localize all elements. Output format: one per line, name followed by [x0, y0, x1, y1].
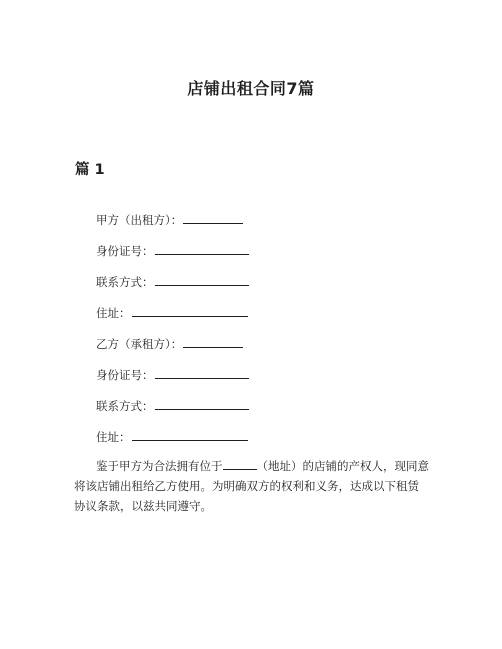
document-title: 店铺出租合同7篇	[187, 79, 315, 98]
field-label: 住址：	[96, 430, 131, 444]
section-heading: 篇 1	[75, 162, 105, 178]
paragraph-line-3: 协议条款，以兹共同遵守。	[74, 499, 212, 513]
field-blank	[155, 367, 249, 379]
party-a-name-field	[96, 212, 243, 228]
paragraph-text: 鉴于甲方为合法拥有位于	[96, 459, 223, 473]
preamble-paragraph	[74, 456, 430, 516]
field-label: 甲方（出租方）：	[96, 213, 183, 227]
party-b-id-field	[96, 367, 249, 383]
paragraph-line-2: 将该店铺出租给乙方使用。为明确双方的权利和义务，达成以下租赁	[74, 479, 419, 493]
field-label: 联系方式：	[96, 399, 154, 413]
field-blank	[183, 336, 243, 348]
paragraph-text: （地址）的店铺的产权人，现同意	[256, 459, 429, 473]
field-blank	[155, 274, 249, 286]
field-label: 乙方（承租方）：	[96, 337, 183, 351]
field-label: 身份证号：	[96, 368, 154, 382]
party-a-contact-field	[96, 274, 249, 290]
field-blank	[183, 212, 243, 224]
field-blank	[155, 398, 249, 410]
party-b-contact-field	[96, 398, 249, 414]
party-a-id-field	[96, 243, 249, 259]
address-blank	[223, 458, 257, 470]
field-label: 联系方式：	[96, 275, 154, 289]
paragraph-line-1	[74, 456, 430, 476]
field-blank	[132, 429, 248, 441]
party-a-address-field	[96, 305, 248, 321]
party-b-name-field	[96, 336, 243, 352]
field-blank	[155, 243, 249, 255]
party-b-address-field	[96, 429, 248, 445]
field-label: 身份证号：	[96, 244, 154, 258]
field-label: 住址：	[96, 306, 131, 320]
field-blank	[132, 305, 248, 317]
